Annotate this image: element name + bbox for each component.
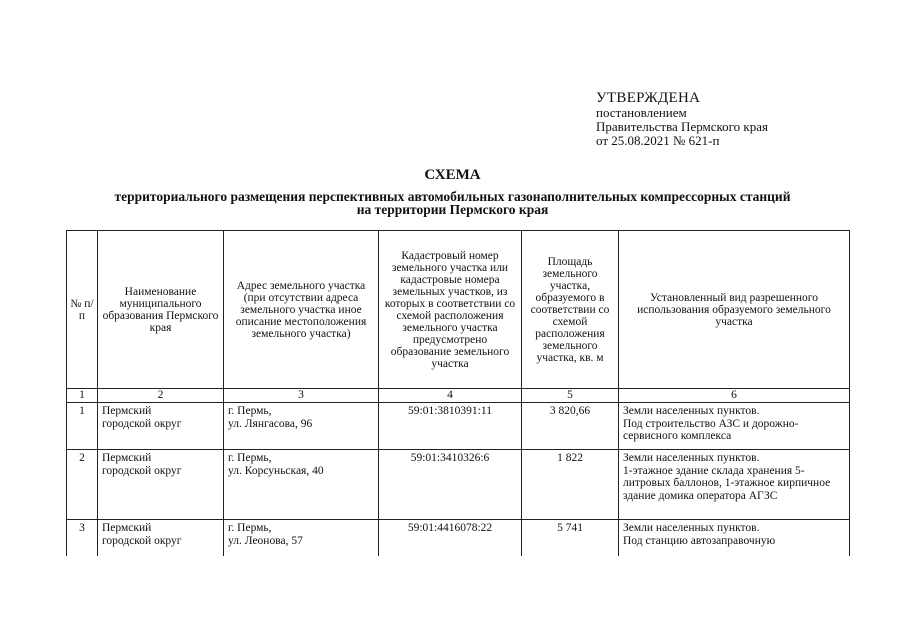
row-number: 3	[67, 520, 98, 557]
municipality-line: Пермский	[102, 522, 152, 534]
document-title: СХЕМА	[424, 167, 481, 183]
area-cell: 3 820,66	[522, 403, 619, 450]
subtitle-line-2: на территории Пермского края	[356, 202, 549, 217]
address-cell	[224, 403, 379, 450]
usage-category: Земли населенных пунктов.	[623, 405, 760, 417]
usage-category: Земли населенных пунктов.	[623, 452, 760, 464]
address-line: г. Пермь,	[228, 405, 272, 417]
municipality-line: городской округ	[102, 534, 182, 547]
usage-description: Под строительство АЗС и дорожно-сервисного комплекса	[623, 417, 799, 442]
usage-cell	[619, 450, 850, 520]
cadastral-cell: 59:01:3810391:11	[379, 403, 522, 450]
area-cell: 5 741	[522, 520, 619, 557]
municipality-line: Пермский	[102, 405, 152, 417]
approval-stamp	[596, 90, 768, 148]
header-cadastral: Кадастровый номер земельного участка или кадастровые номера земельных участков, из которых в соответствии со схемой расположения земельного участка предусмотрено образование земельного участка	[379, 231, 522, 389]
usage-description: Под станцию автозаправочную	[623, 534, 776, 547]
usage-cell	[619, 520, 850, 557]
area-cell: 1 822	[522, 450, 619, 520]
usage-description: 1-этажное здание склада хранения 5-литровых баллонов, 1-этажное кирпичное здание домика оператора АГЗС	[623, 464, 831, 502]
table-header-row	[67, 231, 850, 389]
cadastral-cell: 59:01:3410326:6	[379, 450, 522, 520]
approval-line-1: постановлением	[596, 105, 687, 120]
table-row	[67, 403, 850, 450]
municipality-line: Пермский	[102, 452, 152, 464]
address-line: ул. Корсуньская, 40	[228, 464, 324, 477]
header-area: Площадь земельного участка, образуемого в соответствии со схемой расположения земельного участка, кв. м	[522, 231, 619, 389]
municipality-cell	[98, 520, 224, 557]
municipality-cell	[98, 403, 224, 450]
table-row	[67, 450, 850, 520]
cadastral-cell: 59:01:4416078:22	[379, 520, 522, 557]
column-number: 5	[522, 389, 619, 403]
address-line: ул. Леонова, 57	[228, 534, 303, 547]
usage-cell	[619, 403, 850, 450]
placement-table	[66, 230, 850, 556]
column-number: 3	[224, 389, 379, 403]
row-number: 2	[67, 450, 98, 520]
header-address: Адрес земельного участка (при отсутствии адреса земельного участка иное описание местоположения земельного участка)	[224, 231, 379, 389]
approval-line-3: от 25.08.2021 № 621-п	[596, 133, 720, 148]
approval-heading: УТВЕРЖДЕНА	[596, 90, 701, 106]
document-subtitle	[0, 190, 905, 216]
address-line: г. Пермь,	[228, 452, 272, 464]
row-number: 1	[67, 403, 98, 450]
column-number: 1	[67, 389, 98, 403]
header-usage: Установленный вид разрешенного использования образуемого земельного участка	[619, 231, 850, 389]
subtitle-line-1: территориального размещения перспективных автомобильных газонаполнительных компрессорных станций	[114, 189, 791, 204]
header-municipality: Наименование муниципального образования Пермского края	[98, 231, 224, 389]
table-row	[67, 520, 850, 557]
address-cell	[224, 450, 379, 520]
column-number-row	[67, 389, 850, 403]
usage-category: Земли населенных пунктов.	[623, 522, 760, 534]
municipality-line: городской округ	[102, 464, 182, 477]
column-number: 2	[98, 389, 224, 403]
address-line: г. Пермь,	[228, 522, 272, 534]
header-number: № п/п	[67, 231, 98, 389]
approval-line-2: Правительства Пермского края	[596, 119, 768, 134]
column-number: 4	[379, 389, 522, 403]
column-number: 6	[619, 389, 850, 403]
address-line: ул. Лянгасова, 96	[228, 417, 313, 430]
address-cell	[224, 520, 379, 557]
municipality-cell	[98, 450, 224, 520]
municipality-line: городской округ	[102, 417, 182, 430]
